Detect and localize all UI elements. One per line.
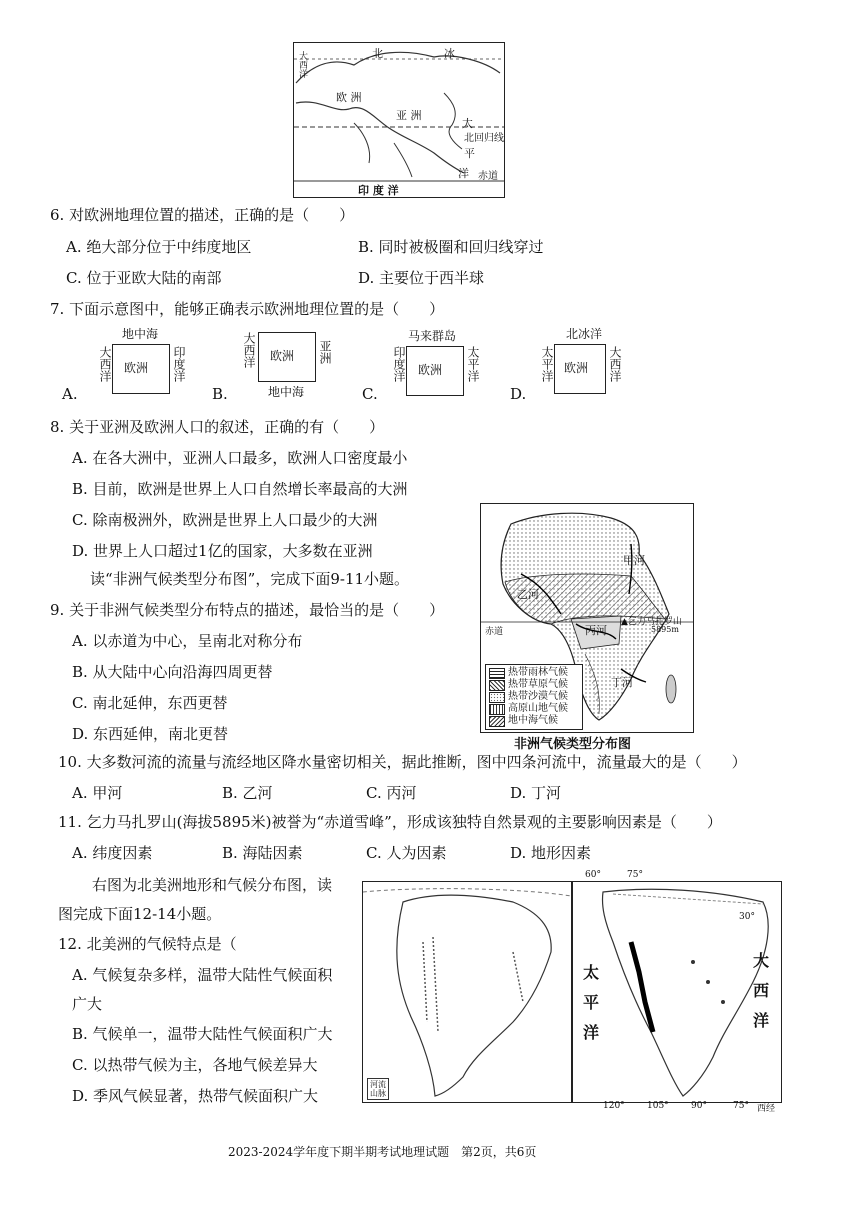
na-west-label: 西经 bbox=[757, 1104, 776, 1114]
legend-savanna bbox=[489, 679, 579, 691]
africa-river-bing: 丙河 bbox=[585, 624, 607, 637]
option-b-bottom: 地中海 bbox=[268, 385, 305, 399]
option-c-center: 欧洲 bbox=[418, 363, 443, 377]
na-atlantic-xi: 西 bbox=[753, 981, 770, 1000]
question-7-stem: 7. 下面示意图中，能够正确表示欧洲地理位置的是（ ） bbox=[50, 300, 445, 318]
na-lat-30: 30° bbox=[739, 912, 755, 922]
question-6-option-c[interactable]: C. 位于亚欧大陆的南部 bbox=[66, 269, 222, 287]
map-label-side: 大西洋 bbox=[297, 51, 307, 78]
na-tick-105: 105° bbox=[647, 1101, 669, 1111]
map-label-indian: 印 度 洋 bbox=[358, 184, 399, 197]
question-10-option-b[interactable]: B. 乙河 bbox=[222, 784, 273, 802]
option-d-top: 北冰洋 bbox=[566, 327, 603, 341]
option-b-center: 欧洲 bbox=[270, 349, 295, 363]
option-d-right: 大西洋 bbox=[608, 346, 622, 382]
africa-river-ding: 丁河 bbox=[611, 676, 633, 689]
option-a-center: 欧洲 bbox=[124, 361, 149, 375]
africa-mountain-height: 5895m bbox=[651, 625, 679, 634]
north-america-terrain-map bbox=[362, 881, 572, 1103]
na-tick-90: 90° bbox=[691, 1101, 707, 1111]
map-label-ocean: 冰 bbox=[444, 47, 455, 60]
na-atlantic-da: 大 bbox=[753, 951, 770, 970]
map-label-tropic: 北回归线 bbox=[464, 133, 504, 144]
na-tick-120: 120° bbox=[603, 1101, 625, 1111]
question-9-option-c[interactable]: C. 南北延伸，东西更替 bbox=[72, 694, 228, 712]
question-6-option-a[interactable]: A. 绝大部分位于中纬度地区 bbox=[66, 238, 252, 256]
question-8-option-b[interactable]: B. 目前，欧洲是世界上人口自然增长率最高的大洲 bbox=[72, 480, 408, 498]
question-10-option-a[interactable]: A. 甲河 bbox=[72, 784, 123, 802]
question-7-option-a[interactable] bbox=[62, 326, 192, 402]
option-d-center: 欧洲 bbox=[564, 361, 589, 375]
question-12-option-a[interactable]: A. 气候复杂多样，温带大陆性气候面积 bbox=[72, 966, 333, 984]
na-pacific-ping: 平 bbox=[583, 993, 600, 1012]
map-label-north: 北 bbox=[372, 47, 383, 60]
option-a-letter: A. bbox=[62, 385, 78, 403]
na-tick-75-top: 75° bbox=[627, 870, 643, 880]
na-tick-60: 60° bbox=[585, 870, 601, 880]
page-footer: 2023-2024学年度下期半期考试地理试题 第2页，共6页 bbox=[228, 1145, 537, 1159]
legend-savanna-label: 热带草原气候 bbox=[508, 679, 568, 690]
option-d-letter: D. bbox=[510, 385, 527, 403]
question-6-option-d[interactable]: D. 主要位于西半球 bbox=[358, 269, 485, 287]
intro-9-11: 读“非洲气候类型分布图”，完成下面9-11小题。 bbox=[90, 570, 410, 588]
question-11-option-b[interactable]: B. 海陆因素 bbox=[222, 844, 303, 862]
legend-mediterranean bbox=[489, 715, 579, 727]
question-12-stem: 12. 北美洲的气候特点是（ bbox=[58, 935, 237, 953]
option-c-left: 印度洋 bbox=[392, 346, 406, 382]
map-label-tai: 太 bbox=[462, 117, 473, 130]
legend-desert-label: 热带沙漠气候 bbox=[508, 691, 568, 702]
question-9-option-d[interactable]: D. 东西延伸，南北更替 bbox=[72, 725, 229, 743]
map-label-equator: 赤道 bbox=[478, 171, 498, 182]
africa-river-yi: 乙河 bbox=[517, 588, 539, 601]
na-terrain-drawing bbox=[363, 882, 571, 1102]
question-9-option-b[interactable]: B. 从大陆中心向沿海四周更替 bbox=[72, 663, 273, 681]
option-a-top: 地中海 bbox=[122, 327, 159, 341]
legend-highland bbox=[489, 703, 579, 715]
question-8-option-d[interactable]: D. 世界上人口超过1亿的国家，大多数在亚洲 bbox=[72, 542, 373, 560]
question-12-option-b[interactable]: B. 气候单一，温带大陆性气候面积广大 bbox=[72, 1025, 333, 1043]
africa-climate-map bbox=[480, 503, 694, 733]
africa-river-jia: 甲河 bbox=[623, 554, 645, 567]
question-9-option-a[interactable]: A. 以赤道为中心，呈南北对称分布 bbox=[72, 632, 303, 650]
question-12-option-c[interactable]: C. 以热带气候为主，各地气候差异大 bbox=[72, 1056, 318, 1074]
option-c-top: 马来群岛 bbox=[408, 329, 457, 343]
question-6-stem: 6. 对欧洲地理位置的描述，正确的是（ ） bbox=[50, 206, 355, 224]
question-7-option-d[interactable] bbox=[510, 326, 640, 402]
question-10-stem: 10. 大多数河流的流量与流经地区降水量密切相关，据此推断，图中四条河流中，流量最大的是（ ） bbox=[58, 753, 747, 771]
option-b-letter: B. bbox=[212, 385, 228, 403]
africa-legend bbox=[485, 664, 583, 730]
question-7-option-c[interactable] bbox=[362, 326, 492, 402]
option-b-left: 大西洋 bbox=[242, 332, 256, 368]
legend-river: 河流 bbox=[370, 1080, 386, 1089]
na-terrain-legend bbox=[367, 1078, 389, 1100]
question-12-option-d[interactable]: D. 季风气候显著，热带气候面积广大 bbox=[72, 1087, 319, 1105]
question-8-option-c[interactable]: C. 除南极洲外，欧洲是世界上人口最少的大洲 bbox=[72, 511, 378, 529]
question-11-stem: 11. 乞力马扎罗山(海拔5895米)被誉为“赤道雪峰”，形成该独特自然景观的主要影响因素是（ ） bbox=[58, 813, 722, 831]
map-label-ping: 平 bbox=[464, 147, 475, 160]
legend-highland-label: 高原山地气候 bbox=[508, 703, 568, 714]
question-6-option-b[interactable]: B. 同时被极圈和回归线穿过 bbox=[358, 238, 544, 256]
option-c-right: 太平洋 bbox=[466, 346, 480, 382]
map-label-yang: 洋 bbox=[458, 167, 469, 180]
question-11-option-d[interactable]: D. 地形因素 bbox=[510, 844, 592, 862]
question-10-option-c[interactable]: C. 丙河 bbox=[366, 784, 417, 802]
legend-mediterranean-label: 地中海气候 bbox=[508, 715, 558, 726]
question-11-option-a[interactable]: A. 纬度因素 bbox=[72, 844, 153, 862]
intro-12-14-line2: 图完成下面12-14小题。 bbox=[58, 905, 222, 923]
legend-mountain: 山脉 bbox=[370, 1089, 386, 1098]
option-d-left: 太平洋 bbox=[540, 346, 554, 382]
question-10-option-d[interactable]: D. 丁河 bbox=[510, 784, 562, 802]
question-12-option-a-cont: 广大 bbox=[72, 995, 103, 1013]
legend-rainforest bbox=[489, 667, 579, 679]
africa-mountain: ▲乞力马扎罗山 bbox=[621, 617, 682, 627]
option-b-right: 亚洲 bbox=[318, 340, 332, 364]
na-pacific-tai: 太 bbox=[583, 963, 600, 982]
legend-rainforest-label: 热带雨林气候 bbox=[508, 667, 568, 678]
question-8-option-a[interactable]: A. 在各大洲中，亚洲人口最多，欧洲人口密度最小 bbox=[72, 449, 408, 467]
option-a-left: 大西洋 bbox=[98, 346, 112, 382]
question-7-option-b[interactable] bbox=[212, 326, 342, 402]
na-tick-75-bottom: 75° bbox=[733, 1101, 749, 1111]
question-11-option-c[interactable]: C. 人为因素 bbox=[366, 844, 447, 862]
north-america-climate-map bbox=[572, 870, 782, 1114]
option-a-right: 印度洋 bbox=[172, 346, 186, 382]
na-pacific-yang: 洋 bbox=[583, 1023, 600, 1042]
question-8-stem: 8. 关于亚洲及欧洲人口的叙述，正确的有（ ） bbox=[50, 418, 385, 436]
africa-equator: 赤道 bbox=[485, 627, 504, 637]
map-label-europe: 欧 洲 bbox=[336, 91, 362, 104]
legend-desert bbox=[489, 691, 579, 703]
asia-europe-map bbox=[293, 42, 505, 198]
map-label-asia: 亚 洲 bbox=[396, 109, 422, 122]
intro-12-14-line1: 右图为北美洲地形和气候分布图，读 bbox=[92, 876, 333, 894]
africa-map-caption: 非洲气候类型分布图 bbox=[514, 737, 632, 752]
option-c-letter: C. bbox=[362, 385, 378, 403]
na-atlantic-yang: 洋 bbox=[753, 1011, 770, 1030]
question-9-stem: 9. 关于非洲气候类型分布特点的描述，最恰当的是（ ） bbox=[50, 601, 445, 619]
